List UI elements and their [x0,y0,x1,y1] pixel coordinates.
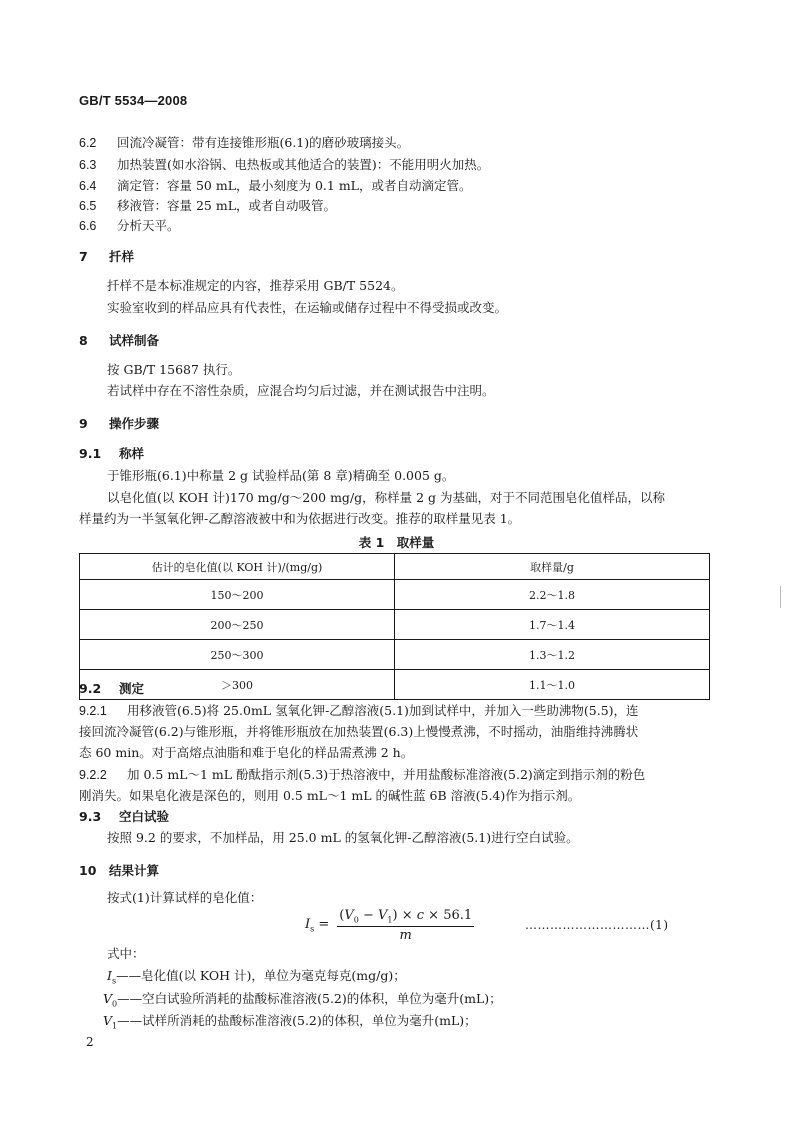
equation-number: …………………………(1) [525,918,669,932]
variable-definition: $V_1——$试样所消耗的盐酸标准溶液(5.2)的体积，单位为毫升(mL)； [103,1013,477,1031]
paragraph-continued: 接回流冷凝管(6.2)与锥形瓶，并将锥形瓶放在加热装置(6.3)上慢慢煮沸，不时摇动，油脂维持沸腾状 [79,724,639,739]
formula-denominator: m [399,927,412,943]
item-number: 6.6 [79,219,97,233]
formula-fraction [337,908,474,943]
apparatus-item [79,218,180,234]
paragraph: 以皂化值(以 KOH 计)170 mg/g～200 mg/g，称样量 2 g 为基础，对于不同范围皂化值样品，以称 [107,490,666,505]
sample-mass-table [79,553,710,700]
formula-1 [305,908,474,943]
paragraph-continued: 刚消失。如果皂化液是深色的，则用 0.5 mL～1 mL 的碱性蓝 6B 溶液(5.4)作为指示剂。 [79,788,581,803]
paragraph: 于锥形瓶(6.1)中称量 2 g 试验样品(第 8 章)精确至 0.005 g。 [107,468,455,483]
apparatus-item [79,135,409,151]
item-number: 6.3 [79,158,97,172]
table-cell: 250～300 [80,640,395,670]
table-header-cell: 取样量/g [395,554,710,580]
table-cell: 2.2～1.8 [395,580,710,610]
section-heading-7: 7 扦样 [79,249,135,264]
paragraph: 按 GB/T 15687 执行。 [107,362,241,377]
table-caption: 表 1 取样量 [358,535,435,550]
scan-edge-mark [780,586,781,608]
item-text: 滴定管：容量 50 mL，最小刻度为 0.1 mL，或者自动滴定管。 [117,178,472,193]
paragraph: 按照 9.2 的要求，不加样品，用 25.0 mL 的氢氧化钾-乙醇溶液(5.1)进行空白试验。 [107,830,579,845]
apparatus-item [79,198,336,214]
apparatus-item [79,157,489,173]
item-text: 分析天平。 [117,218,180,233]
formula-numerator: $(V_0 - V_1) \times c \times 56.1$ [339,908,473,925]
table-row [80,580,710,610]
table-cell: 150～200 [80,580,395,610]
variable-definition: $V_0——$空白试验所消耗的盐酸标准溶液(5.2)的体积，单位为毫升(mL)； [103,991,502,1009]
table-header-cell: 估计的皂化值(以 KOH 计)/(mg/g) [80,554,395,580]
table-cell: 1.7～1.4 [395,610,710,640]
table-row [80,610,710,640]
paragraph-continued: 样量约为一半氢氧化钾-乙醇溶液被中和为依据进行改变。推荐的取样量见表 1。 [79,511,521,526]
table-cell: ＞300 [80,670,395,700]
section-heading-9-3: 9.3 空白试验 [79,809,170,824]
variable-definition: $I_s——$皂化值(以 KOH 计)，单位为毫克每克(mg/g)； [107,968,406,986]
section-heading-9-2: 9.2 测定 [79,681,145,696]
paragraph-9-2-2: 9.2.2 加 0.5 mL～1 mL 酚酞指示剂(5.3)于热溶液中，并用盐酸标准溶液(5.2)滴定到指示剂的粉色 [79,767,646,782]
paragraph: 按式(1)计算试样的皂化值： [107,890,263,905]
item-text: 回流冷凝管：带有连接锥形瓶(6.1)的磨砂玻璃接头。 [117,135,410,150]
paragraph-continued: 态 60 min。对于高熔点油脂和难于皂化的样品需煮沸 2 h。 [79,745,414,760]
item-text: 移液管：容量 25 mL，或者自动吸管。 [117,198,337,213]
table-row [80,670,710,700]
paragraph: 实验室收到的样品应具有代表性，在运输或储存过程中不得受损或改变。 [107,300,508,315]
where-label: 式中： [107,946,145,961]
table-header-row [80,554,710,580]
table-row [80,640,710,670]
item-number: 9.2.1 [79,704,107,718]
item-number: 6.4 [79,179,97,193]
paragraph-9-2-1: 9.2.1 用移液管(6.5)将 25.0mL 氢氧化钾-乙醇溶液(5.1)加到试样中，并加入一些助沸物(5.5)，连 [79,703,639,718]
item-number: 6.2 [79,136,97,150]
item-number: 6.5 [79,199,97,213]
item-text: 加热装置(如水浴锅、电热板或其他适合的装置)：不能用明火加热。 [117,157,490,172]
paragraph: 扦样不是本标准规定的内容，推荐采用 GB/T 5524。 [107,278,404,293]
section-heading-10: 10 结果计算 [79,863,160,878]
section-heading-9: 9 操作步骤 [79,416,160,431]
table-cell: 1.3～1.2 [395,640,710,670]
standard-code: GB/T 5534—2008 [79,93,188,108]
apparatus-item [79,178,472,194]
page-number: 2 [86,1035,94,1049]
section-heading-9-1: 9.1 称样 [79,446,145,461]
formula-lhs: $I_s$ = [305,917,330,934]
item-number: 9.2.2 [79,768,107,782]
section-heading-8: 8 试样制备 [79,333,160,348]
table-cell: 200～250 [80,610,395,640]
paragraph: 若试样中存在不溶性杂质，应混合均匀后过滤，并在测试报告中注明。 [107,383,495,398]
table-cell: 1.1～1.0 [395,670,710,700]
